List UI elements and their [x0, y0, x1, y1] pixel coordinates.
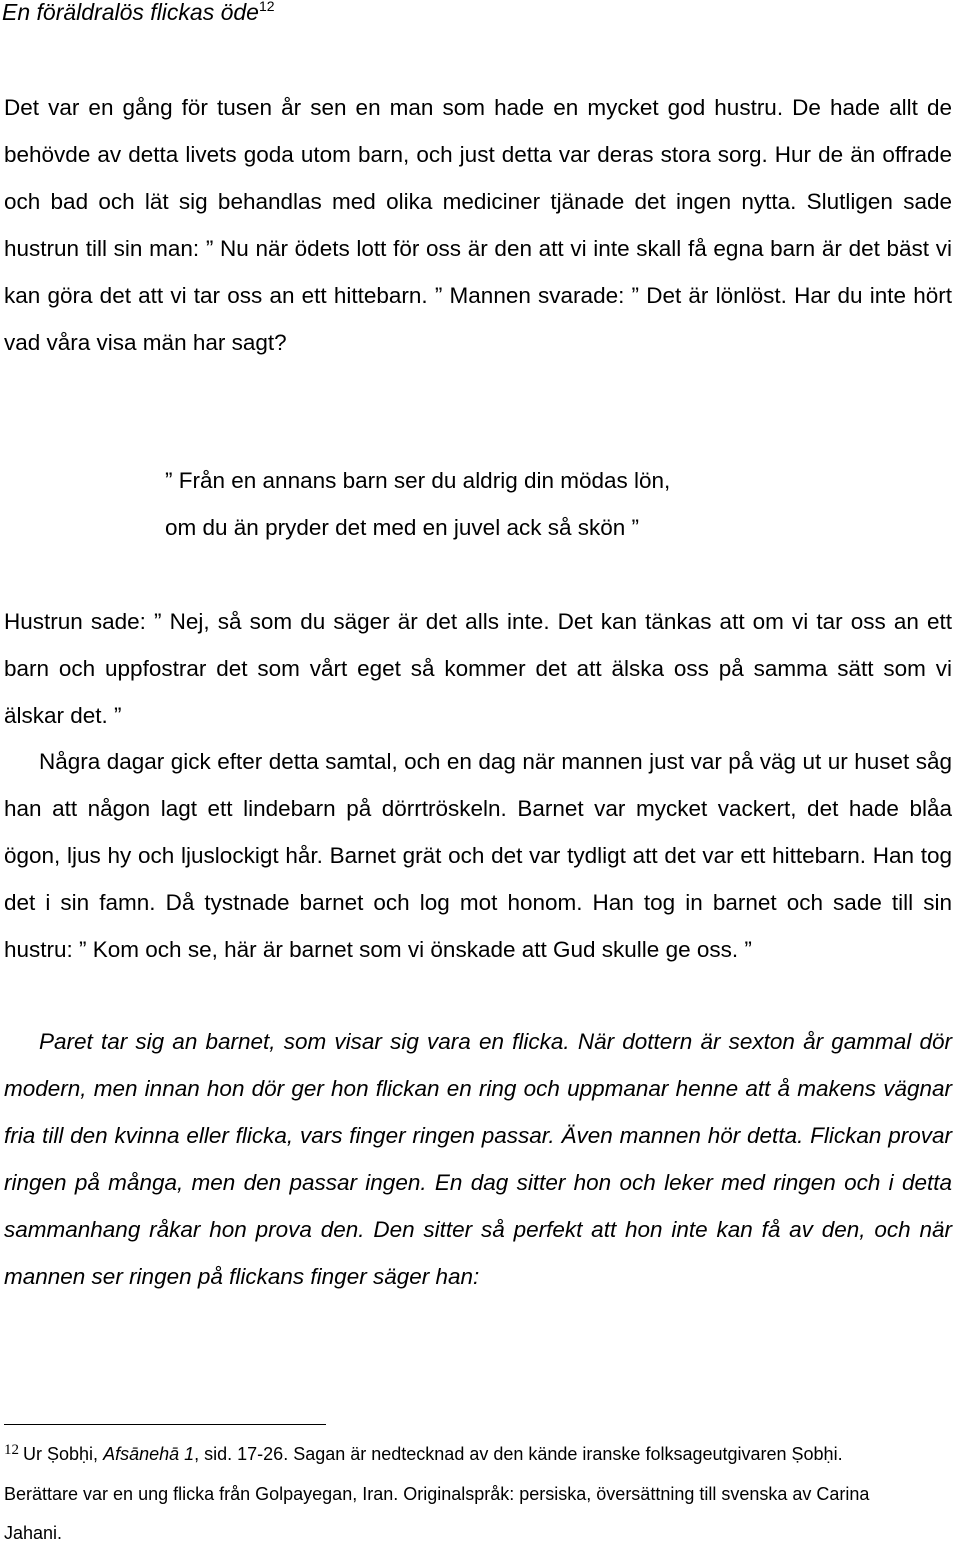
footnote [4, 1435, 904, 1554]
story-title [2, 0, 275, 27]
footnote-source-title: Afsānehā 1 [103, 1444, 195, 1464]
story-title-text: En föräldralös flickas öde [2, 0, 259, 25]
summary-paragraph: Paret tar sig an barnet, som visar sig vara en flicka. När dottern är sexton år gammal dör modern, men innan hon dör ger hon flickan en ring och uppmanar henne att å makens vägnar fria till den kvinna eller flicka, vars finger ringen passar. Även mannen hör detta. Flickan provar ringen på många, men den passar ingen. En dag sitter hon och leker med ringen och i detta sammanhang råkar hon prova den. Den sitter så perfekt att hon inte kan få av den, och när mannen ser ringen på flickans finger säger han: [4, 1029, 952, 1289]
poem-line: ” Från en annans barn ser du aldrig din mödas lön, [165, 468, 671, 493]
footnote-text: , sid. 17-26. Sagan är nedtecknad av den kände iranske folksageutgivaren Ṣobḥi. Berättare var en ung flicka från Golpayegan, Iran. Originalspråk: persiska, översättning till svenska av Carina Jahani. [4, 1444, 870, 1543]
poem-line: om du än pryder det med en juvel ack så skön ” [165, 515, 639, 540]
paragraph: Hustrun sade: ” Nej, så som du säger är det alls inte. Det kan tänkas att om vi tar oss an ett barn och uppfostrar det som vårt eget så kommer det att älska oss på samma sätt som vi älskar det. ” [4, 609, 952, 728]
footnote-reference[interactable]: 12 [258, 0, 275, 14]
paragraph: Det var en gång för tusen år sen en man som hade en mycket god hustru. De hade allt de behövde av detta livets goda utom barn, och just detta var deras stora sorg. Hur de än offrade och bad och lät sig behandlas med olika mediciner tjänade det ingen nytta. Slutligen sade hustrun till sin man: ” Nu när ödets lott för oss är den att vi inte skall få egna barn är det bäst vi kan göra det att vi tar oss an ett hittebarn. ” Mannen svarade: ” Det är lönlöst. Har du inte hört vad våra visa män har sagt? [4, 95, 952, 355]
paragraph: Några dagar gick efter detta samtal, och en dag när mannen just var på väg ut ur huset såg han att någon lagt ett lindebarn på dörrtröskeln. Barnet var mycket vackert, det hade blåa ögon, ljus hy och ljuslockigt hår. Barnet grät och det var tydligt att det var ett hittebarn. Han tog det i sin famn. Då tystnade barnet och log mot honom. Han tog in barnet och sade till sin hustru: ” Kom och se, här är barnet som vi önskade att Gud skulle ge oss. ” [4, 749, 952, 962]
footnote-separator [4, 1424, 326, 1425]
footnote-source-prefix: Ur Ṣobḥi, [23, 1444, 99, 1464]
footnote-number: 12 [4, 1442, 19, 1458]
